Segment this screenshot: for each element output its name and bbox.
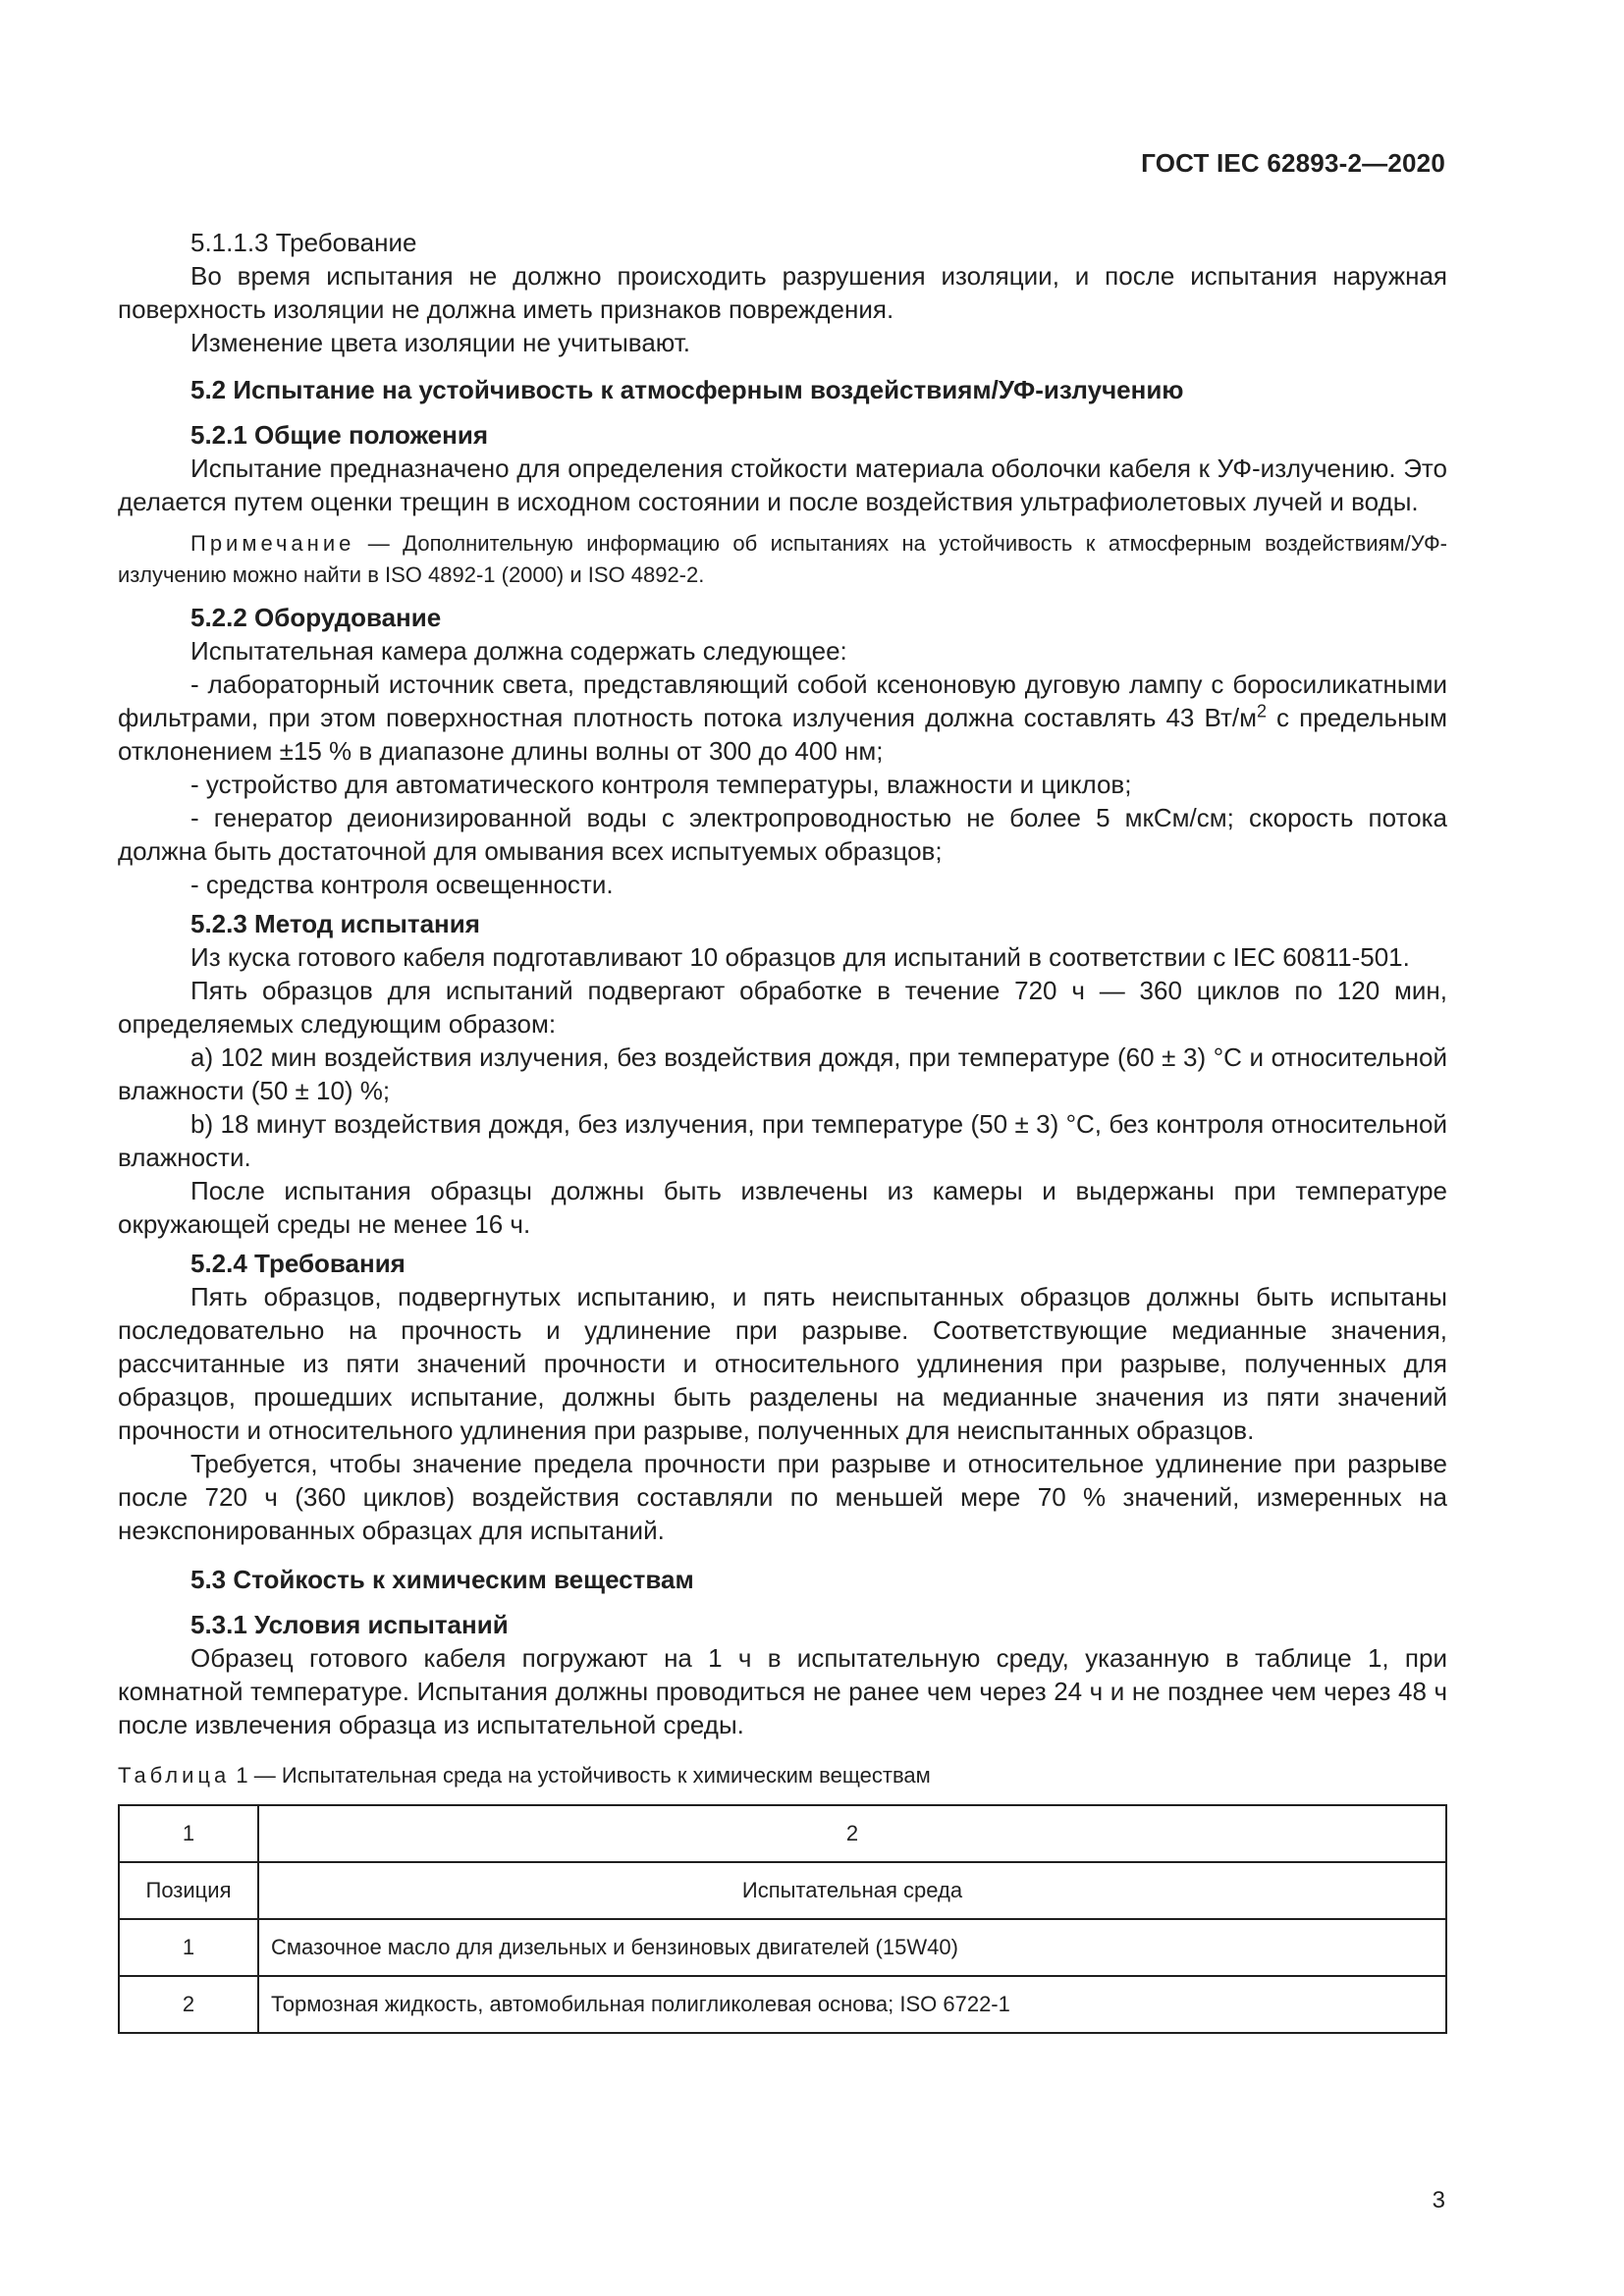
- section-5-1-1-3-title: 5.1.1.3 Требование: [190, 228, 417, 257]
- method-item-b: b) 18 минут воздействия дождя, без излучения, при температуре (50 ± 3) °С, без контроля относительной влажности.: [118, 1109, 1447, 1172]
- section-5-2-3-paragraph-1: Из куска готового кабеля подготавливают 10 образцов для испытаний в соответствии с IEC 60811-501.: [190, 942, 1410, 972]
- page-number: 3: [1432, 2187, 1445, 2214]
- section-5-2-heading: 5.2 Испытание на устойчивость к атмосферным воздействиям/УФ-излучению: [190, 375, 1184, 404]
- equipment-item-4: - средства контроля освещенности.: [190, 870, 614, 899]
- table-row: [119, 1976, 1446, 2033]
- table-cell-position: 2: [119, 1976, 258, 2033]
- equipment-item-1: [118, 667, 1447, 768]
- equipment-item-3: - генератор деионизированной воды с электропроводностью не более 5 мкСм/см; скорость потока должна быть достаточной для омывания всех испытуемых образцов;: [118, 803, 1447, 866]
- table-caption: [118, 1759, 1447, 1792]
- section-5-2-1-heading: 5.2.1 Общие положения: [190, 420, 488, 450]
- superscript: 2: [1256, 701, 1267, 721]
- section-5-1-1-3-paragraph-1: Во время испытания не должно происходить разрушения изоляции, и после испытания наружная поверхность изоляции не должна иметь признаков повреждения.: [118, 261, 1447, 324]
- table-row: [119, 1919, 1446, 1976]
- equipment-item-1-text-cont: с предельным отклонением ±15 % в диапазоне длины волны от 300 до 400 нм;: [118, 703, 1447, 766]
- table-column-number: 2: [258, 1805, 1446, 1862]
- chemical-media-table: [118, 1804, 1447, 2034]
- section-5-2-2-intro: Испытательная камера должна содержать следующее:: [190, 636, 847, 666]
- table-column-number: 1: [119, 1805, 258, 1862]
- section-5-3-1-heading: 5.3.1 Условия испытаний: [190, 1610, 509, 1639]
- table-header-row: [119, 1862, 1446, 1919]
- table-cell-position: 1: [119, 1919, 258, 1976]
- section-5-2-4-heading: 5.2.4 Требования: [190, 1249, 406, 1278]
- document-body: [118, 226, 1447, 2034]
- table-caption-label: Таблица: [118, 1763, 231, 1788]
- section-5-2-3-paragraph-3: После испытания образцы должны быть извлечены из камеры и выдержаны при температуре окружающей среды не менее 16 ч.: [118, 1176, 1447, 1239]
- table-cell-medium: Тормозная жидкость, автомобильная полигликолевая основа; ISO 6722-1: [258, 1976, 1446, 2033]
- section-5-2-4-paragraph-2: Требуется, чтобы значение предела прочности при разрыве и относительное удлинение при разрыве после 720 ч (360 циклов) воздействия составляли по меньшей мере 70 % значений, измеренных на неэкспонированных образцах для испытаний.: [118, 1449, 1447, 1545]
- note-label: Примечание: [190, 531, 355, 556]
- equipment-item-2: - устройство для автоматического контроля температуры, влажности и циклов;: [190, 770, 1132, 799]
- document-code-header: ГОСТ IEC 62893-2—2020: [1141, 148, 1445, 178]
- equipment-item-1-text: - лабораторный источник света, представляющий собой ксеноновую дуговую лампу с боросиликатными фильтрами, при этом поверхностная плотность потока излучения должна составлять 43 Вт/м: [118, 669, 1447, 732]
- note-text: — Дополнительную информацию об испытаниях на устойчивость к атмосферным воздействиям/УФ-излучению можно найти в ISO 4892-1 (2000) и ISO 4892-2.: [118, 531, 1447, 587]
- section-5-3-heading: 5.3 Стойкость к химическим веществам: [190, 1565, 694, 1594]
- section-5-2-4-paragraph-1: Пять образцов, подвергнутых испытанию, и пять неиспытанных образцов должны быть испытаны последовательно на прочность и удлинение при разрыве. Соответствующие медианные значения, рассчитанные из пяти значений прочности и относительного удлинения при разрыве, полученных для образцов, прошедших испытание, должны быть разделены на медианные значения из пяти значений прочности и относительного удлинения при разрыве, полученных для неиспытанных образцов.: [118, 1282, 1447, 1445]
- section-5-2-1-paragraph: Испытание предназначено для определения стойкости материала оболочки кабеля к УФ-излучению. Это делается путем оценки трещин в исходном состоянии и после воздействия ультрафиолетовых лучей и воды.: [118, 454, 1447, 516]
- section-5-3-1-paragraph: Образец готового кабеля погружают на 1 ч в испытательную среду, указанную в таблице 1, при комнатной температуре. Испытания должны проводиться не ранее чем через 24 ч и не позднее чем через 48 ч после извлечения образца из испытательной среды.: [118, 1643, 1447, 1739]
- table-column-numbers-row: [119, 1805, 1446, 1862]
- table-header-position: Позиция: [119, 1862, 258, 1919]
- table-header-medium: Испытательная среда: [258, 1862, 1446, 1919]
- table-caption-text: 1 — Испытательная среда на устойчивость к химическим веществам: [230, 1763, 931, 1788]
- section-5-2-3-heading: 5.2.3 Метод испытания: [190, 909, 480, 938]
- note: [118, 528, 1447, 591]
- section-5-1-1-3-paragraph-2: Изменение цвета изоляции не учитывают.: [190, 328, 690, 357]
- section-5-2-3-paragraph-2: Пять образцов для испытаний подвергают обработке в течение 720 ч — 360 циклов по 120 мин, определяемых следующим образом:: [118, 976, 1447, 1039]
- method-item-a: a) 102 мин воздействия излучения, без воздействия дождя, при температуре (60 ± 3) °С и относительной влажности (50 ± 10) %;: [118, 1042, 1447, 1105]
- section-5-2-2-heading: 5.2.2 Оборудование: [190, 603, 442, 632]
- table-cell-medium: Смазочное масло для дизельных и бензиновых двигателей (15W40): [258, 1919, 1446, 1976]
